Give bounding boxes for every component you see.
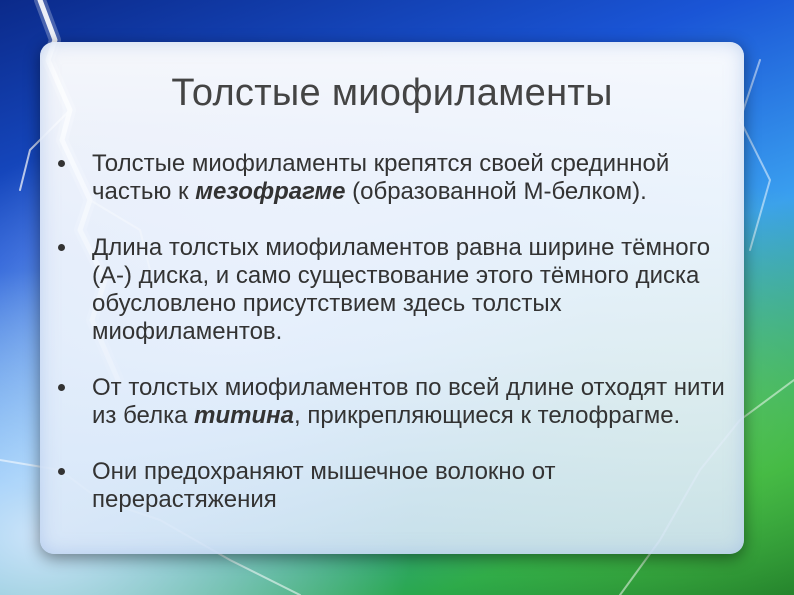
bullet-item xyxy=(54,374,734,430)
bullet-dot-icon xyxy=(58,384,65,391)
content-panel xyxy=(40,42,744,554)
bullet-text: (образованной М-белком). xyxy=(345,178,647,205)
bullet-dot-icon xyxy=(58,244,65,251)
bullet-text: Они предохраняют мышечное волокно от перерастяжения xyxy=(92,458,556,513)
term-mesophragm: мезофрагме xyxy=(195,178,346,205)
bullet-text: От толстых миофиламентов по всей длине отходят нити из белка xyxy=(92,374,725,429)
bullet-item xyxy=(54,150,734,206)
slide-title: Толстые миофиламенты xyxy=(171,72,613,114)
bullet-text: Длина толстых миофиламентов равна ширине тёмного (А-) диска, и само существование этого тёмного диска обусловлено присутствием здесь толстых миофиламентов. xyxy=(92,234,711,345)
bullet-dot-icon xyxy=(58,468,65,475)
bullet-item xyxy=(54,234,734,346)
bullet-text: Толстые миофиламенты крепятся своей срединной частью к xyxy=(92,150,670,205)
bullet-list xyxy=(54,150,734,542)
bullet-text: , прикрепляющиеся к телофрагме. xyxy=(294,402,681,429)
bullet-item xyxy=(54,458,734,514)
term-titin: титина xyxy=(194,402,294,429)
bullet-dot-icon xyxy=(58,160,65,167)
